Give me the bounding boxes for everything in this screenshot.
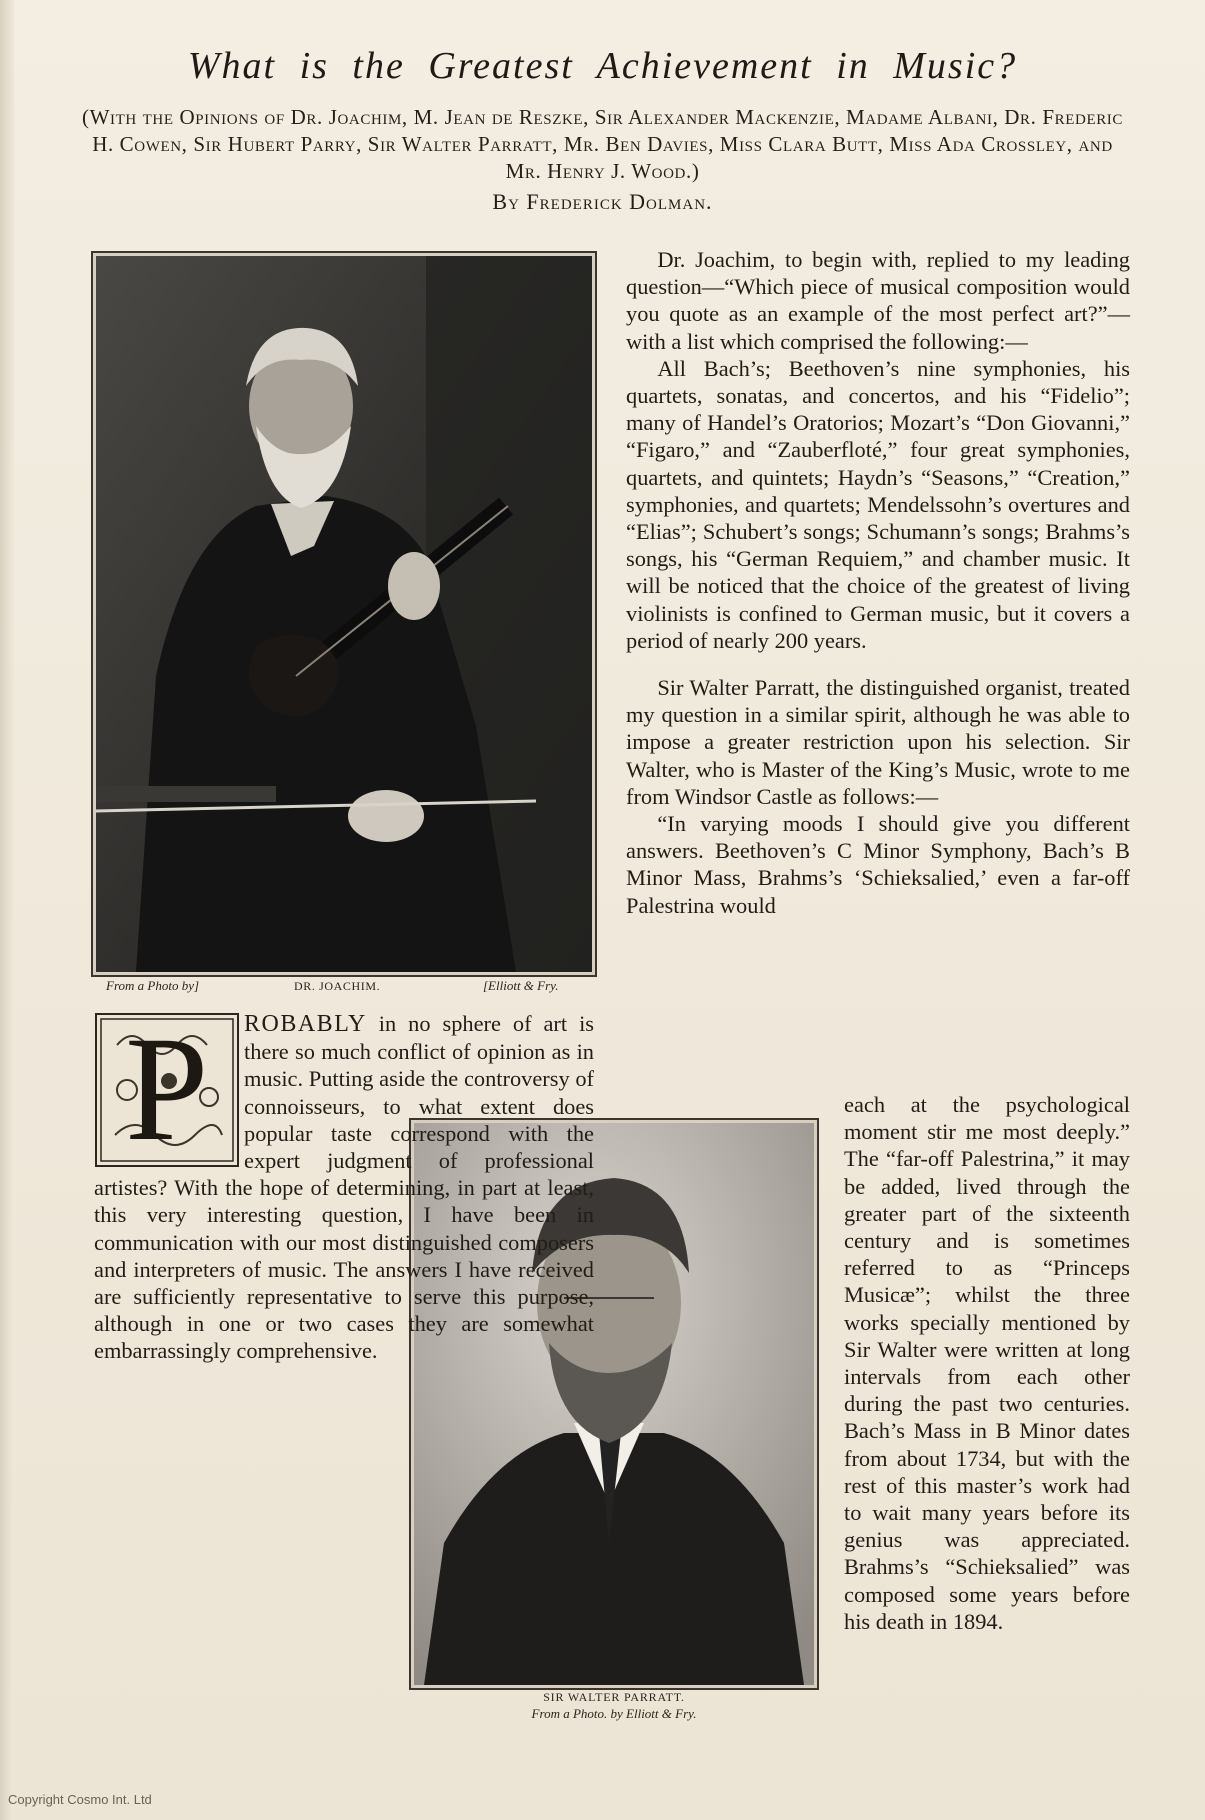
paragraph-palestrina: each at the psychological moment stir me most deeply.” The “far-off Palestrina,” it may be added, lived through the greater part of the sixteenth century and is sometimes referred to as “Princeps Musicæ”; whilst the three works specially mentioned by Sir Walter were written at long intervals from each other during the past two centuries. Bach’s Mass in B Minor dates from about 1734, but with the rest of this master’s work had to wait many years before its genius was appreciated. Brahms’s “Schieksalied” was composed some years before his death in 1894. — [844, 1092, 1130, 1634]
article-title: What is the Greatest Achievement in Music? — [187, 45, 1018, 87]
copyright-watermark: Copyright Cosmo Int. Ltd — [8, 1792, 152, 1807]
dropcap-letter: P — [125, 1006, 209, 1172]
left-body-text: in no sphere of art is there so much conflict of opinion as in music. Putting aside the controversy of connoisseurs, to what extent does popular taste correspond with the expert judgment of professional artistes? With the hope of determining, in part at least, this very interesting question, I have been in communication with our most distinguished composers and interpreters of music. The answers I have received are sufficiently representative to serve this purpose, although in one or two cases they are somewhat embarrassingly comprehensive. — [94, 1011, 594, 1364]
joachim-photo — [93, 253, 595, 975]
paragraph-joachim-intro: Dr. Joachim, to begin with, replied to my leading question—“Which piece of musical composition would you quote as an example of the most perfect art?”—with a list which comprised the following:— — [626, 247, 1130, 354]
paragraph-parratt-quote: “In varying moods I should give you different answers. Beethoven’s C Minor Symphony, Bach’s B Minor Mass, Brahms’s ‘Schieksalied,’ even a far-off Palestrina would — [626, 811, 1130, 918]
page-edge — [0, 0, 14, 1820]
dropcap-space — [94, 1006, 244, 1172]
parratt-credit: From a Photo. by Elliott & Fry. — [531, 1706, 697, 1721]
byline: By Frederick Dolman. — [492, 189, 713, 214]
joachim-portrait-image — [96, 256, 592, 972]
joachim-credit-right: [Elliott & Fry. — [483, 978, 559, 993]
article-subtitle: (With the Opinions of Dr. Joachim, M. Jean de Reszke, Sir Alexander Mackenzie, Madame Albani, Dr. Frederic H. Cowen, Sir Hubert Parry, Sir Walter Parratt, Mr. Ben Davies, Miss Clara Butt, Miss Ada Crossley, and Mr. Henry J. Wood.) — [81, 105, 1124, 183]
paragraph-parratt-intro: Sir Walter Parratt, the distinguished organist, treated my question in a similar spirit, although he was able to impose a greater restriction upon his selection. Sir Walter, who is Master of the King’s Music, wrote to me from Windsor Castle as follows:— — [626, 675, 1130, 809]
joachim-caption: DR. JOACHIM. — [294, 979, 381, 993]
joachim-credit-left: From a Photo by] — [106, 978, 200, 993]
left-column-text — [94, 1006, 594, 1730]
right-column-text — [626, 246, 1130, 919]
right-narrow-column-text — [844, 1091, 1130, 1635]
parratt-caption: SIR WALTER PARRATT. — [543, 1690, 685, 1704]
paragraph-joachim-list: All Bach’s; Beethoven’s nine symphonies, his quartets, sonatas, and concertos, and his “Fidelio”; many of Handel’s Oratorios; Mozart’s “Don Giovanni,” “Figaro,” and “Zauberfloté,” four great symphonies, quartets, and quintets; Haydn’s “Seasons,” “Creation,” symphonies, and quartets; Mendelssohn’s overtures and “Elias”; Schubert’s songs; Schumann’s songs; Brahms’s songs, his “German Requiem,” and chamber music. It will be noticed that the choice of the greatest of living violinists is confined to German music, but it covers a period of nearly 200 years. — [626, 355, 1130, 653]
lead-word: ROBABLY — [244, 1011, 367, 1037]
